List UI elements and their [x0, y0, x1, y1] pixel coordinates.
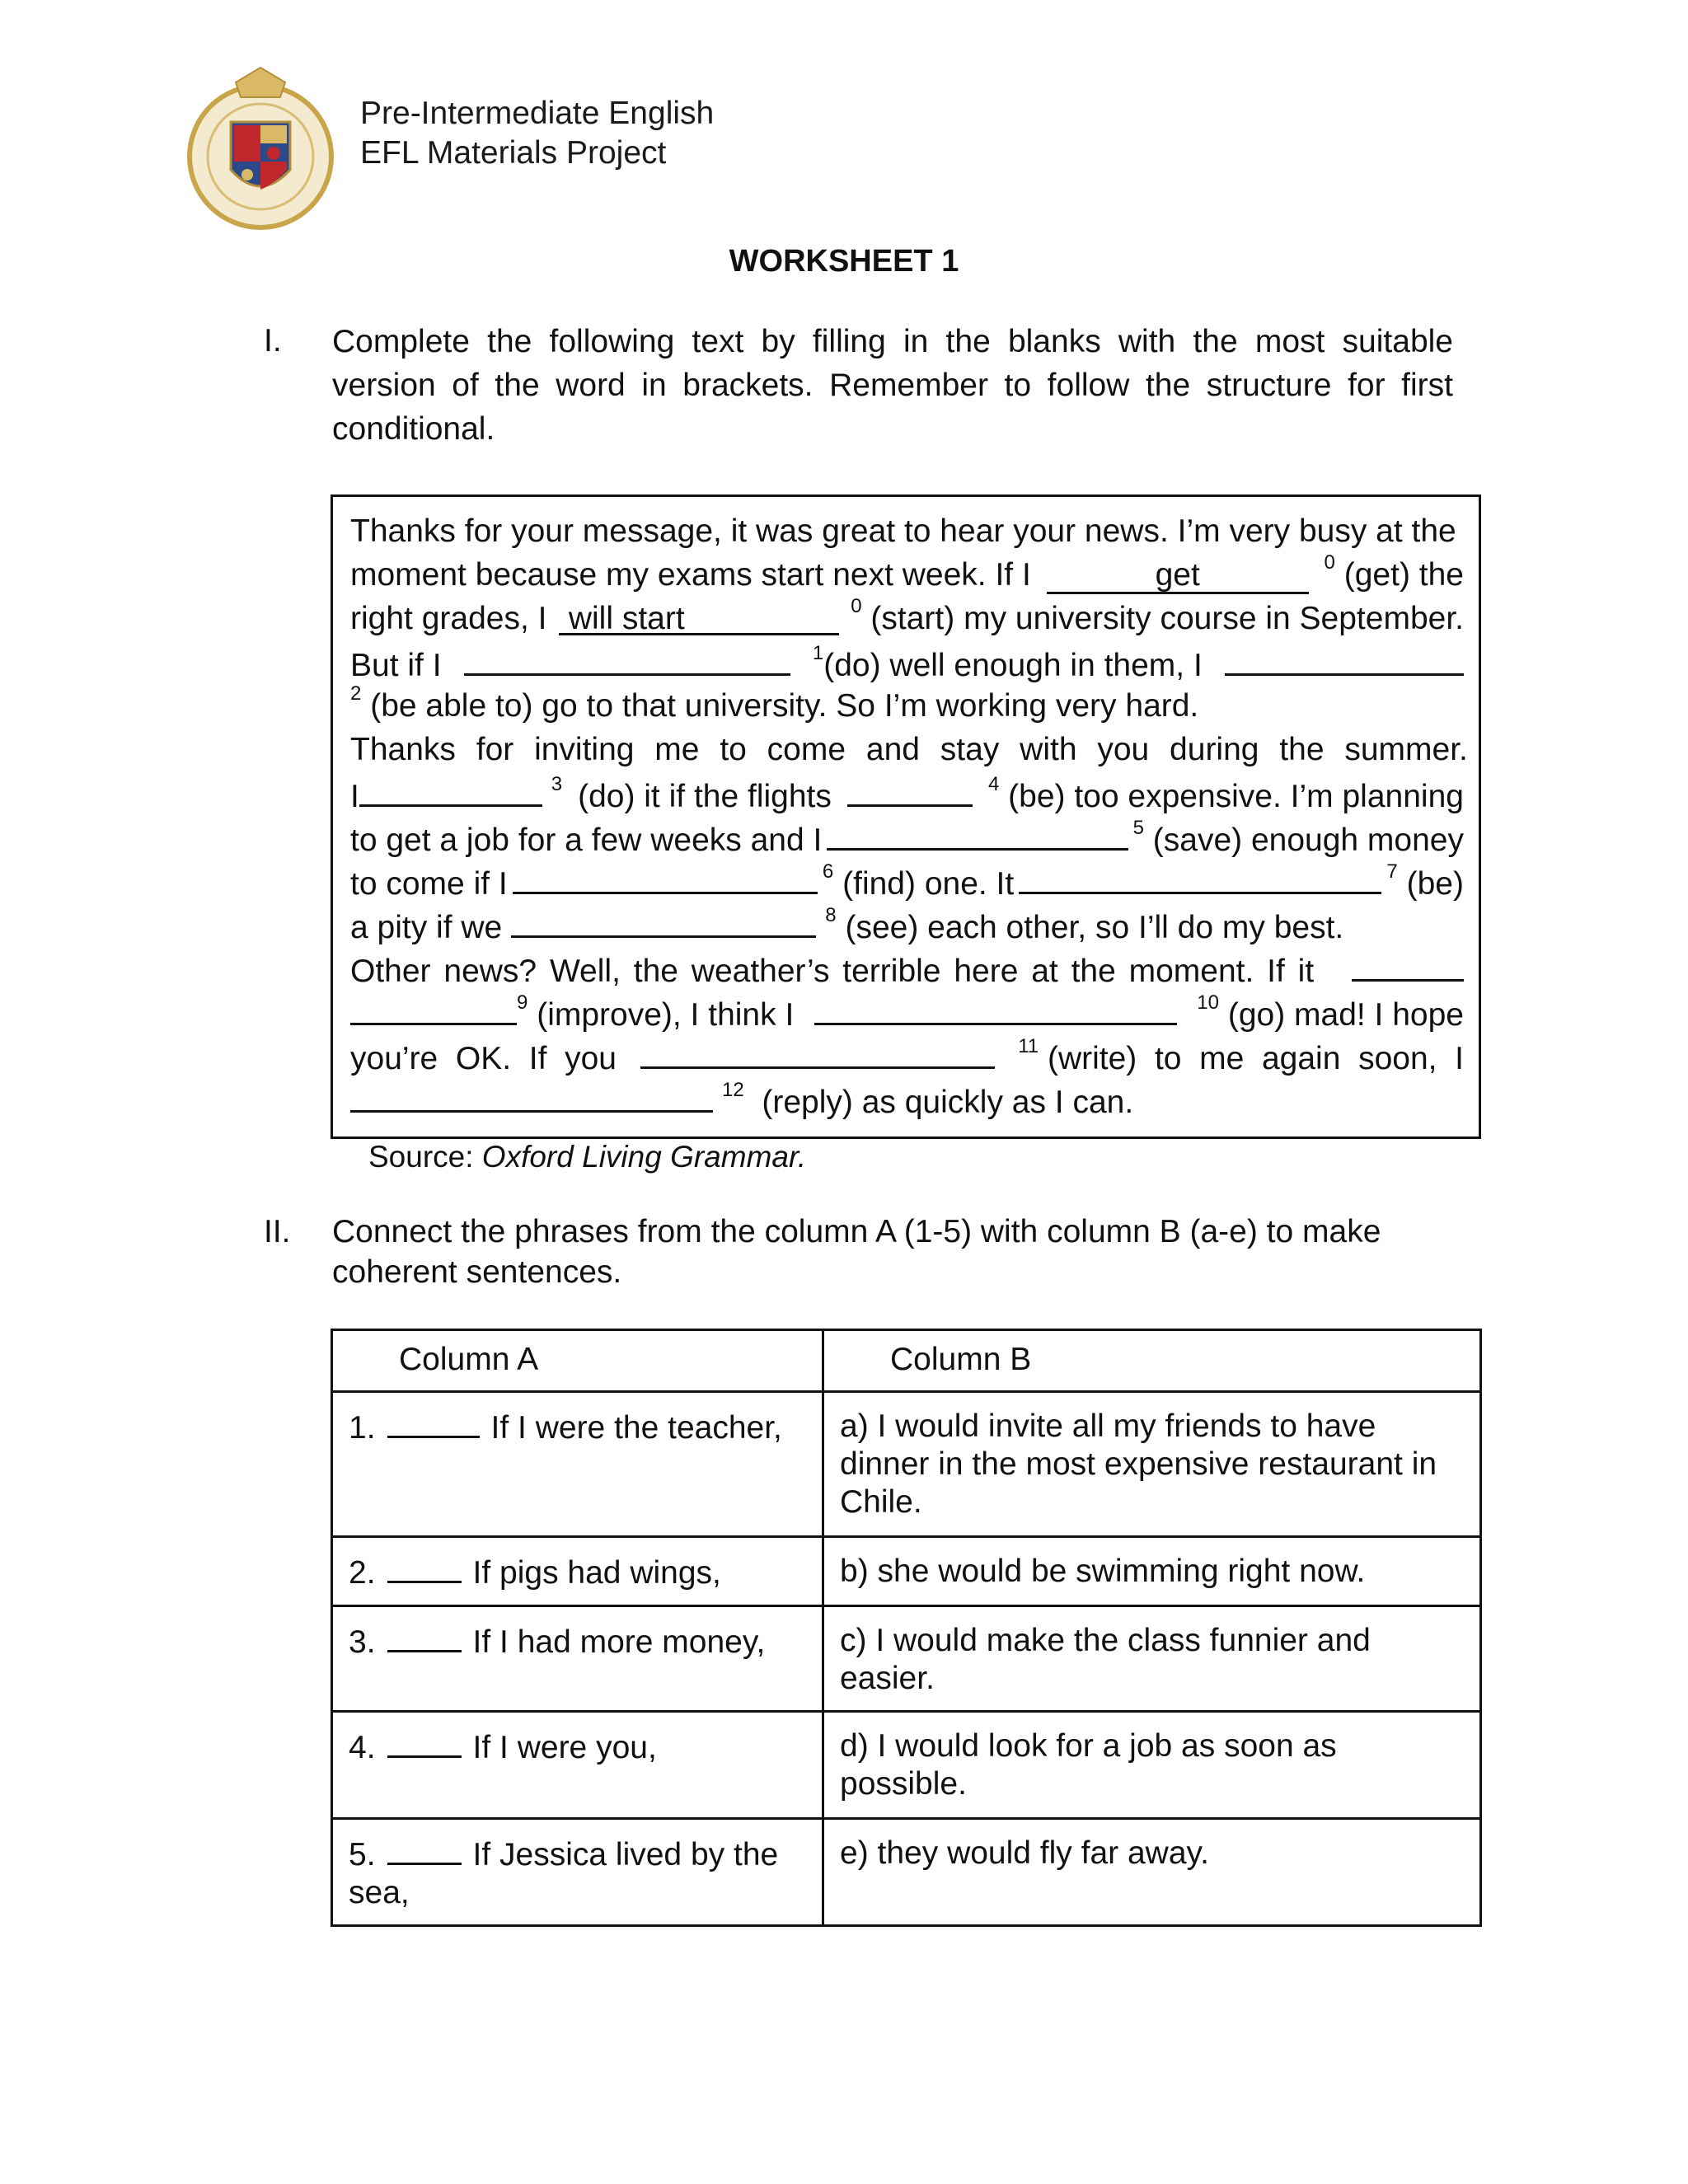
text-line-13 — [350, 1033, 1464, 1077]
text-segment: Thanks for inviting me to come and stay with you during the summer. — [350, 732, 1468, 767]
blank-number: 10 — [1197, 991, 1219, 1014]
text-segment: (start) my university course in September. — [870, 601, 1464, 636]
text-segment — [813, 644, 1203, 687]
column-a-phrase: If I were the teacher, — [490, 1410, 782, 1446]
text-line-7 — [350, 771, 1464, 815]
text-segment: Other news? Well, the weather’s terrible here at the moment. If it — [350, 954, 1315, 989]
match-answer-blank[interactable] — [387, 1622, 462, 1652]
text-segment: (save) enough money — [1152, 823, 1464, 858]
blank-8[interactable] — [511, 902, 816, 938]
blank-number: 1 — [812, 642, 824, 664]
text-segment: (get) the — [1343, 557, 1464, 593]
text-segment: (do) it if the flights — [578, 779, 832, 814]
text-segment: (be) — [1406, 866, 1464, 902]
blank-12[interactable] — [350, 1077, 713, 1113]
match-answer-blank[interactable] — [387, 1408, 480, 1438]
column-a-cell — [332, 1392, 823, 1537]
text-segment: to get a job for a few weeks and I — [350, 823, 823, 858]
blank-number: 3 — [551, 773, 563, 795]
text-segment — [1018, 1037, 1464, 1080]
column-b-header: Column B — [823, 1330, 1481, 1392]
blank-number: 8 — [825, 904, 837, 926]
text-line-8 — [350, 815, 1464, 859]
text-segment — [350, 684, 1198, 728]
section-2-instruction: Connect the phrases from the column A (1-5) with column B (a-e) to make coherent sentences. — [332, 1214, 1381, 1290]
text-line-1 — [350, 509, 1464, 553]
row-number: 4. — [349, 1730, 376, 1765]
blank-number: 6 — [822, 860, 834, 883]
text-line-14 — [350, 1077, 1464, 1121]
fill-in-text-box — [331, 494, 1481, 1139]
table-row — [332, 1392, 1481, 1537]
blank-3[interactable] — [359, 771, 542, 807]
column-a-cell — [332, 1537, 823, 1606]
text-segment: (find) one. It — [842, 866, 1015, 902]
text-segment: to come if I — [350, 866, 508, 902]
text-segment — [823, 862, 1014, 906]
column-b-cell: b) she would be swimming right now. — [823, 1537, 1481, 1606]
table-row — [332, 1819, 1481, 1926]
text-line-3 — [350, 597, 1464, 640]
blank-6[interactable] — [513, 859, 818, 894]
text-segment — [1133, 818, 1464, 862]
section-1-numeral: I. — [264, 323, 282, 359]
blank-7[interactable] — [1019, 859, 1381, 894]
column-a-phrase: If pigs had wings, — [472, 1555, 721, 1591]
text-line-12 — [350, 990, 1464, 1033]
text-segment: (be able to) go to that university. So I’m working very hard. — [370, 688, 1199, 724]
text-segment: moment because my exams start next week. If I — [350, 557, 1031, 593]
text-segment: Thanks for your message, it was great to hear your news. I’m very busy at the — [350, 513, 1456, 549]
column-a-phrase: If I were you, — [472, 1730, 657, 1765]
column-a-header: Column A — [332, 1330, 823, 1392]
blank-number: 5 — [1132, 817, 1144, 839]
source-citation — [368, 1140, 806, 1174]
table-header-row — [332, 1330, 1481, 1392]
blank-2[interactable] — [1225, 640, 1464, 676]
document-header — [360, 94, 714, 173]
source-label: Source: — [368, 1140, 474, 1174]
blank-number: 7 — [1386, 860, 1398, 883]
blank-number: 0 — [851, 595, 862, 617]
text-segment: (write) to me again soon, I — [1047, 1041, 1464, 1076]
university-seal-logo — [183, 64, 338, 231]
column-a-phrase: If Jessica lived by the sea, — [349, 1837, 779, 1910]
matching-table — [331, 1329, 1482, 1927]
text-line-4 — [350, 640, 1464, 684]
text-segment: (do) well enough in them, I — [823, 648, 1203, 683]
text-segment — [851, 597, 1464, 640]
text-segment: (reply) as quickly as I can. — [762, 1085, 1134, 1120]
text-line-10 — [350, 902, 1464, 946]
project-name: EFL Materials Project — [360, 135, 667, 171]
answer-text: will start — [559, 602, 839, 635]
text-segment — [988, 775, 1464, 818]
text-line-5 — [350, 684, 1464, 728]
blank-number: 2 — [350, 682, 362, 705]
text-line-2 — [350, 553, 1464, 597]
blank-number: 11 — [1018, 1035, 1039, 1057]
text-segment: (go) mad! I hope — [1227, 997, 1464, 1033]
text-segment: (see) each other, so I’ll do my best. — [845, 910, 1344, 945]
blank-number: 4 — [987, 773, 1000, 795]
blank-1[interactable] — [464, 640, 790, 676]
row-number: 5. — [349, 1837, 376, 1872]
blank-11[interactable] — [640, 1033, 995, 1069]
text-segment: you’re OK. If you — [350, 1041, 617, 1076]
column-a-phrase: If I had more money, — [472, 1624, 766, 1660]
worksheet-title: WORKSHEET 1 — [729, 244, 959, 279]
blank-number: 9 — [517, 991, 528, 1014]
answer-text: get — [1047, 559, 1309, 594]
section-1-instruction: Complete the following text by filling in the blanks with the most suitable version of the word in brackets. Remember to follow the structure for first conditional. — [332, 324, 1453, 447]
text-segment: right grades, I — [350, 601, 547, 636]
column-a-cell — [332, 1712, 823, 1819]
column-a-cell — [332, 1606, 823, 1712]
text-segment: a pity if we — [350, 910, 503, 945]
blank-0b-answer[interactable] — [559, 597, 839, 640]
source-title: Oxford Living Grammar. — [481, 1140, 807, 1174]
text-segment — [722, 1080, 1133, 1124]
row-number: 1. — [349, 1410, 376, 1446]
text-segment — [1386, 862, 1464, 906]
table-row — [332, 1606, 1481, 1712]
row-number: 2. — [349, 1555, 376, 1591]
text-segment — [350, 771, 562, 818]
text-segment — [350, 990, 794, 1037]
section-2-numeral: II. — [264, 1214, 291, 1249]
text-segment — [1325, 553, 1464, 597]
blank-10[interactable] — [814, 990, 1177, 1025]
column-b-cell: a) I would invite all my friends to have dinner in the most expensive restaurant in Chile. — [823, 1392, 1481, 1537]
text-segment: (be) too expensive. I’m planning — [1008, 779, 1464, 814]
text-line-6 — [350, 728, 1468, 771]
text-segment — [825, 906, 1343, 949]
course-name: Pre-Intermediate English — [360, 96, 715, 131]
blank-0-answer[interactable] — [1047, 553, 1309, 597]
text-segment: But if I — [350, 648, 442, 683]
column-b-cell: d) I would look for a job as soon as possible. — [823, 1712, 1481, 1819]
column-b-cell: e) they would fly far away. — [823, 1819, 1481, 1926]
blank-4[interactable] — [847, 771, 973, 807]
match-answer-blank[interactable] — [387, 1835, 462, 1865]
text-segment: (improve), I think I — [537, 997, 795, 1033]
blank-number: 12 — [722, 1079, 744, 1101]
table-row — [332, 1712, 1481, 1819]
text-segment — [1197, 993, 1464, 1037]
blank-number: 0 — [1324, 551, 1335, 574]
column-a-cell — [332, 1819, 823, 1926]
blank-9[interactable] — [350, 990, 517, 1025]
text-line-11 — [350, 946, 1464, 990]
text-segment: I — [350, 779, 359, 814]
match-answer-blank[interactable] — [387, 1553, 462, 1583]
table-row — [332, 1537, 1481, 1606]
row-number: 3. — [349, 1624, 376, 1660]
column-b-cell: c) I would make the class funnier and easier. — [823, 1606, 1481, 1712]
blank-9-start[interactable] — [1352, 946, 1464, 982]
blank-5[interactable] — [827, 815, 1128, 851]
match-answer-blank[interactable] — [387, 1727, 462, 1758]
text-line-9 — [350, 859, 1464, 902]
